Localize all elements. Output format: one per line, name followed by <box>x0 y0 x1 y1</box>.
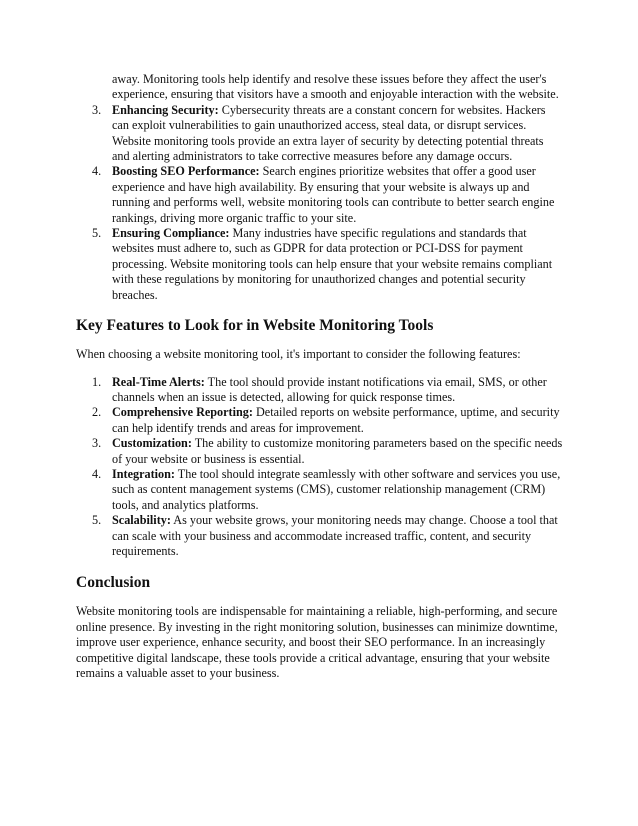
list-item-text: Search engines prioritize websites that offer a good user experience and have high availability. By ensuring that your website is always up and running and performs well, website monitoring tools can contribute to better search engine rankings, driving more organic traffic to your site. <box>112 164 555 225</box>
list-item <box>76 164 564 226</box>
list-item-text: Detailed reports on website performance, uptime, and security can help identify trends and areas for improvement. <box>112 405 560 435</box>
list-item-title: Enhancing Security: <box>112 102 219 117</box>
list-item <box>76 226 564 303</box>
list-item-number: 4. <box>92 164 102 179</box>
list-item-title: Real-Time Alerts: <box>112 374 205 389</box>
section-heading-key-features: Key Features to Look for in Website Monitoring Tools <box>76 317 434 335</box>
features-list <box>76 375 564 560</box>
list-item-text: The tool should provide instant notifications via email, SMS, or other channels when an issue is detected, allowing for quick response times. <box>112 374 547 404</box>
list-item-number: 3. <box>92 102 102 117</box>
conclusion-paragraph: Website monitoring tools are indispensable for maintaining a reliable, high-performing, and secure online presence. By investing in the right monitoring solution, businesses can minimize downtime, improve user experience, enhance security, and boost their SEO performance. In an increasingly competitive digital landscape, these tools provide a critical advantage, ensuring that your website remains a valuable asset to your business. <box>76 604 558 680</box>
list-item-number: 3. <box>92 436 102 451</box>
list-item-text: Many industries have specific regulations and standards that websites must adhere to, such as GDPR for data protection or PCI-DSS for payment processing. Website monitoring tools can help ensure that your website remains compliant with these regulations by monitoring for unauthorized changes and potential security breaches. <box>112 226 553 302</box>
list-item <box>76 103 564 165</box>
list-item-number: 4. <box>92 466 102 481</box>
list-item-title: Customization: <box>112 436 192 451</box>
list-item <box>76 375 564 406</box>
list-item <box>76 405 564 436</box>
list-item <box>76 513 564 559</box>
list-item-title: Scalability: <box>112 513 171 528</box>
list-item-number: 1. <box>92 374 102 389</box>
list-item-text: Cybersecurity threats are a constant concern for websites. Hackers can exploit vulnerabilities to gain unauthorized access, steal data, or disrupt services. Website monitoring tools provide an extra layer of security by detecting potential threats and alerting administrators to take corrective measures before any damage occurs. <box>112 102 546 164</box>
list-item-number: 2. <box>92 405 102 420</box>
list-item <box>76 467 564 513</box>
list-item-title: Comprehensive Reporting: <box>112 405 253 420</box>
list-item-title: Integration: <box>112 466 175 481</box>
list-item-text: The tool should integrate seamlessly with other software and services you use, such as content management systems (CMS), customer relationship management (CRM) tools, and analytics platforms. <box>112 466 561 512</box>
document-page <box>76 72 564 681</box>
list-item-title: Ensuring Compliance: <box>112 226 230 241</box>
list-item-continuation: away. Monitoring tools help identify and resolve these issues before they affect the user's experience, ensuring that visitors have a smooth and enjoyable interaction with the website. <box>112 72 559 102</box>
list-item-title: Boosting SEO Performance: <box>112 164 260 179</box>
list-item-text: As your website grows, your monitoring needs may change. Choose a tool that can scale with your business and accommodate increased traffic, content, and security requirements. <box>112 513 558 558</box>
section-heading-conclusion: Conclusion <box>76 574 151 592</box>
list-item <box>76 436 564 467</box>
list-item-text: The ability to customize monitoring parameters based on the specific needs of your website or business is essential. <box>112 436 563 466</box>
section-intro: When choosing a website monitoring tool, it's important to consider the following features: <box>76 347 521 362</box>
list-item-number: 5. <box>92 226 102 241</box>
list-item-number: 5. <box>92 513 102 528</box>
benefits-list <box>76 103 564 303</box>
